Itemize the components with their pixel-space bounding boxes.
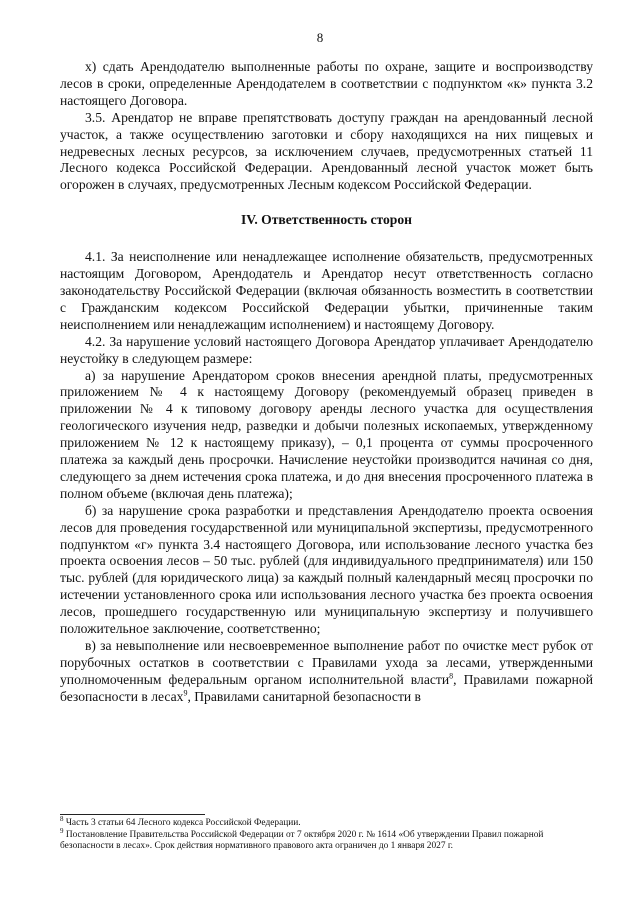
paragraph-4-2-v	[60, 638, 593, 706]
footnote-9	[60, 826, 593, 853]
footnote-ref-8[interactable]: 8	[449, 671, 454, 681]
paragraph-4-2-v-part2: , Правилами пожарной безопасности в лесах	[60, 671, 593, 704]
paragraph-4-2: 4.2. За нарушение условий настоящего Договора Арендатор уплачивает Арендодателю неустойку в следующем размере:	[60, 333, 593, 366]
footnote-8-mark: 8	[60, 814, 64, 823]
paragraph-4-2-v-part3: , Правилами санитарной безопасности в	[187, 688, 421, 704]
paragraph-4-1: 4.1. За неисполнение или ненадлежащее исполнение обязательств, предусмотренных настоящим Договором, Арендодатель и Арендатор несут ответственность согласно законодательству Российской Федерации (включая обязанность возместить в соответствии с Гражданским кодексом Российской Федерации убытки, причиненные таким неисполнением или ненадлежащим исполнением) и настоящему Договору.	[60, 249, 593, 332]
footnote-divider	[60, 814, 205, 815]
paragraph-4-2-v-part1: в) за невыполнение или несвоевременное выполнение работ по очистке мест рубок от порубочных остатков в соответствии с Правилами ухода за лесами, утвержденными уполномоченным федеральным органом исполнительной власти	[60, 638, 593, 687]
footnote-9-mark: 9	[60, 826, 64, 835]
footnote-9-text: Постановление Правительства Российской Федерации от 7 октября 2020 г. № 1614 «Об утверждении Правил пожарной безопасности в лесах». Срок действия нормативного правового акта ограничен до 1 января 2027 г.	[60, 829, 544, 851]
paragraph-4-2-a: а) за нарушение Арендатором сроков внесения арендной платы, предусмотренных приложением № 4 к настоящему Договору (рекомендуемый образец приведен в приложении № 4 к типовому договору аренды лесного участка для осуществления геологического изучения недр, разведки и добычи полезных ископаемых, утвержденному приложением № 12 к настоящему приказу), – 0,1 процента от суммы просроченного платежа за каждый день просрочки. Начисление неустойки производится начиная со дня, следующего за днем истечения срока платежа, и до дня внесения просроченного платежа в полном объеме (включая день платежа);	[60, 367, 593, 501]
footnote-8-text: Часть 3 статьи 64 Лесного кодекса Российской Федерации.	[63, 818, 301, 828]
document-body	[60, 59, 593, 706]
paragraph-4-2-b: б) за нарушение срока разработки и представления Арендодателю проекта освоения лесов для проведения государственной или муниципальной экспертизы, предусмотренного подпунктом «г» пункта 3.4 настоящего Договора, или использование лесного участка без проекта освоения лесов – 50 тыс. рублей (для индивидуального предпринимателя) или 150 тыс. рублей (для юридического лица) за каждый полный календарный месяц просрочки по истечении установленного срока или использования лесного участка без проекта освоения лесов, прошедшего государственную или муниципальную экспертизу и получившего положительное заключение, соответственно;	[60, 502, 593, 637]
footnote-ref-9[interactable]: 9	[183, 688, 188, 698]
page-number: 8	[316, 30, 324, 45]
section-heading: IV. Ответственность сторон	[241, 212, 412, 228]
paragraph-3-4-x: х) сдать Арендодателю выполненные работы по охране, защите и воспроизводству лесов в сроки, определенные Арендодателем в соответствии с подпунктом «к» пункта 3.2 настоящего Договора.	[60, 59, 593, 108]
paragraph-3-5: 3.5. Арендатор не вправе препятствовать доступу граждан на арендованный лесной участок, а также осуществлению заготовки и сбору находящихся на них пищевых и недревесных лесных ресурсов, за исключением случаев, предусмотренных статьей 11 Лесного кодекса Российской Федерации. Арендованный лесной участок может быть огорожен в случаях, предусмотренных Лесным кодексом Российской Федерации.	[60, 109, 593, 193]
footnote-8	[60, 814, 593, 830]
footnotes	[60, 814, 593, 853]
